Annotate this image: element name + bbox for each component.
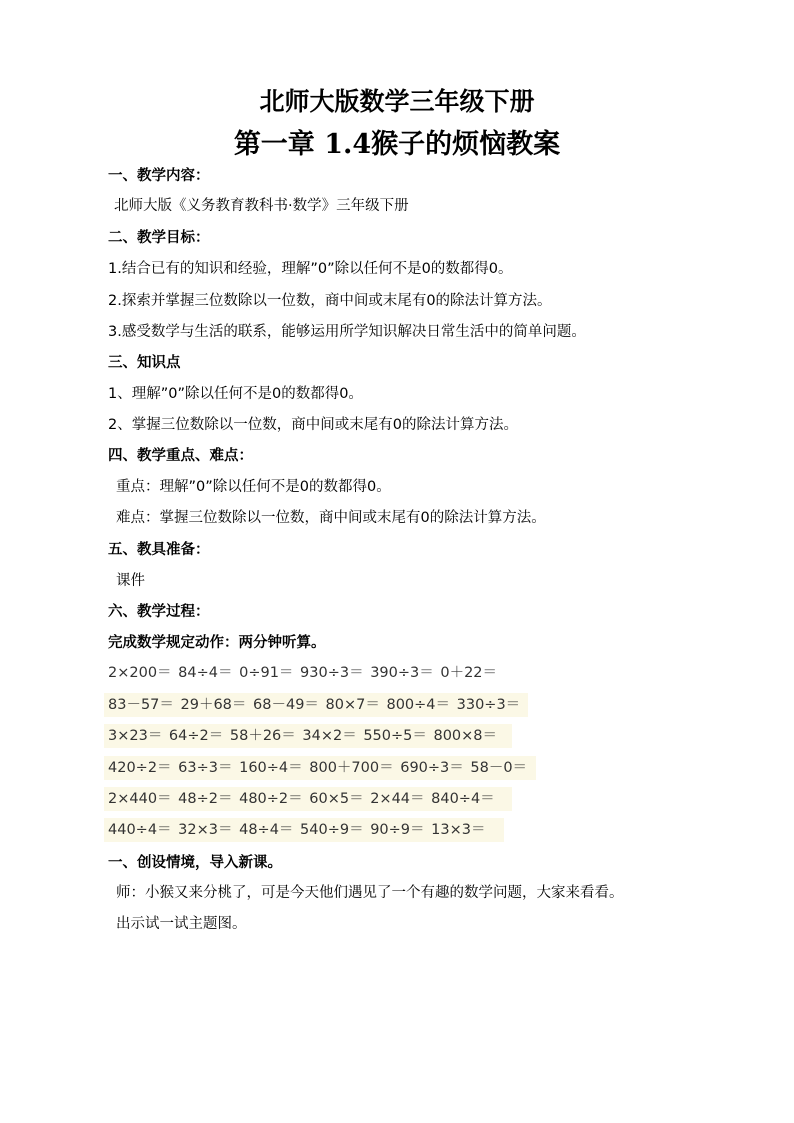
drill-title: 完成数学规定动作：两分钟听算。 — [108, 635, 326, 651]
part-heading-intro: 一、创设情境，导入新课。 — [108, 855, 282, 871]
goal-item-3: 3.感受数学与生活的联系，能够运用所学知识解决日常生活中的简单问题。 — [108, 324, 586, 340]
calc-row-5: 2×440＝ 48÷2＝ 480÷2＝ 60×5＝ 2×44＝ 840÷4＝ — [104, 787, 512, 811]
section-heading-goals: 二、教学目标： — [108, 230, 210, 246]
document-title: 北师大版数学三年级下册 — [259, 87, 535, 116]
section-content-text: 北师大版《义务教育教科书·数学》三年级下册 — [114, 198, 409, 214]
knowledge-item-1: 1、理解”0”除以任何不是0的数都得0。 — [108, 386, 363, 402]
section-heading-process: 六、教学过程： — [108, 604, 210, 620]
document-subtitle: 第一章 1.4猴子的烦恼教案 — [233, 129, 561, 160]
calc-row-3: 3×23＝ 64÷2＝ 58＋26＝ 34×2＝ 550÷5＝ 800×8＝ — [104, 724, 512, 748]
teacher-line: 师：小猴又来分桃了，可是今天他们遇见了一个有趣的数学问题，大家来看看。 — [116, 885, 624, 901]
calc-row-2: 83－57＝ 29＋68＝ 68－49＝ 80×7＝ 800÷4＝ 330÷3＝ — [104, 693, 528, 717]
knowledge-item-2: 2、掌握三位数除以一位数，商中间或末尾有0的除法计算方法。 — [108, 417, 518, 433]
calc-row-1: 2×200＝ 84÷4＝ 0÷91＝ 930÷3＝ 390÷3＝ 0＋22＝ — [108, 665, 498, 681]
key-point-text: 重点：理解”0”除以任何不是0的数都得0。 — [116, 479, 391, 495]
materials-text: 课件 — [116, 573, 145, 589]
difficulty-text: 难点：掌握三位数除以一位数，商中间或末尾有0的除法计算方法。 — [116, 510, 546, 526]
calc-row-4: 420÷2＝ 63÷3＝ 160÷4＝ 800＋700＝ 690÷3＝ 58－0＝ — [104, 756, 536, 780]
calc-row-6: 440÷4＝ 32×3＝ 48÷4＝ 540÷9＝ 90÷9＝ 13×3＝ — [104, 818, 504, 842]
show-image-line: 出示试一试主题图。 — [116, 916, 247, 932]
section-heading-knowledge: 三、知识点 — [108, 355, 181, 371]
goal-item-2: 2.探索并掌握三位数除以一位数，商中间或末尾有0的除法计算方法。 — [108, 293, 552, 309]
section-heading-content: 一、教学内容： — [108, 168, 210, 184]
goal-item-1: 1.结合已有的知识和经验，理解”0”除以任何不是0的数都得0。 — [108, 261, 513, 277]
section-heading-materials: 五、教具准备： — [108, 542, 210, 558]
section-heading-key-points: 四、教学重点、难点： — [108, 448, 253, 464]
